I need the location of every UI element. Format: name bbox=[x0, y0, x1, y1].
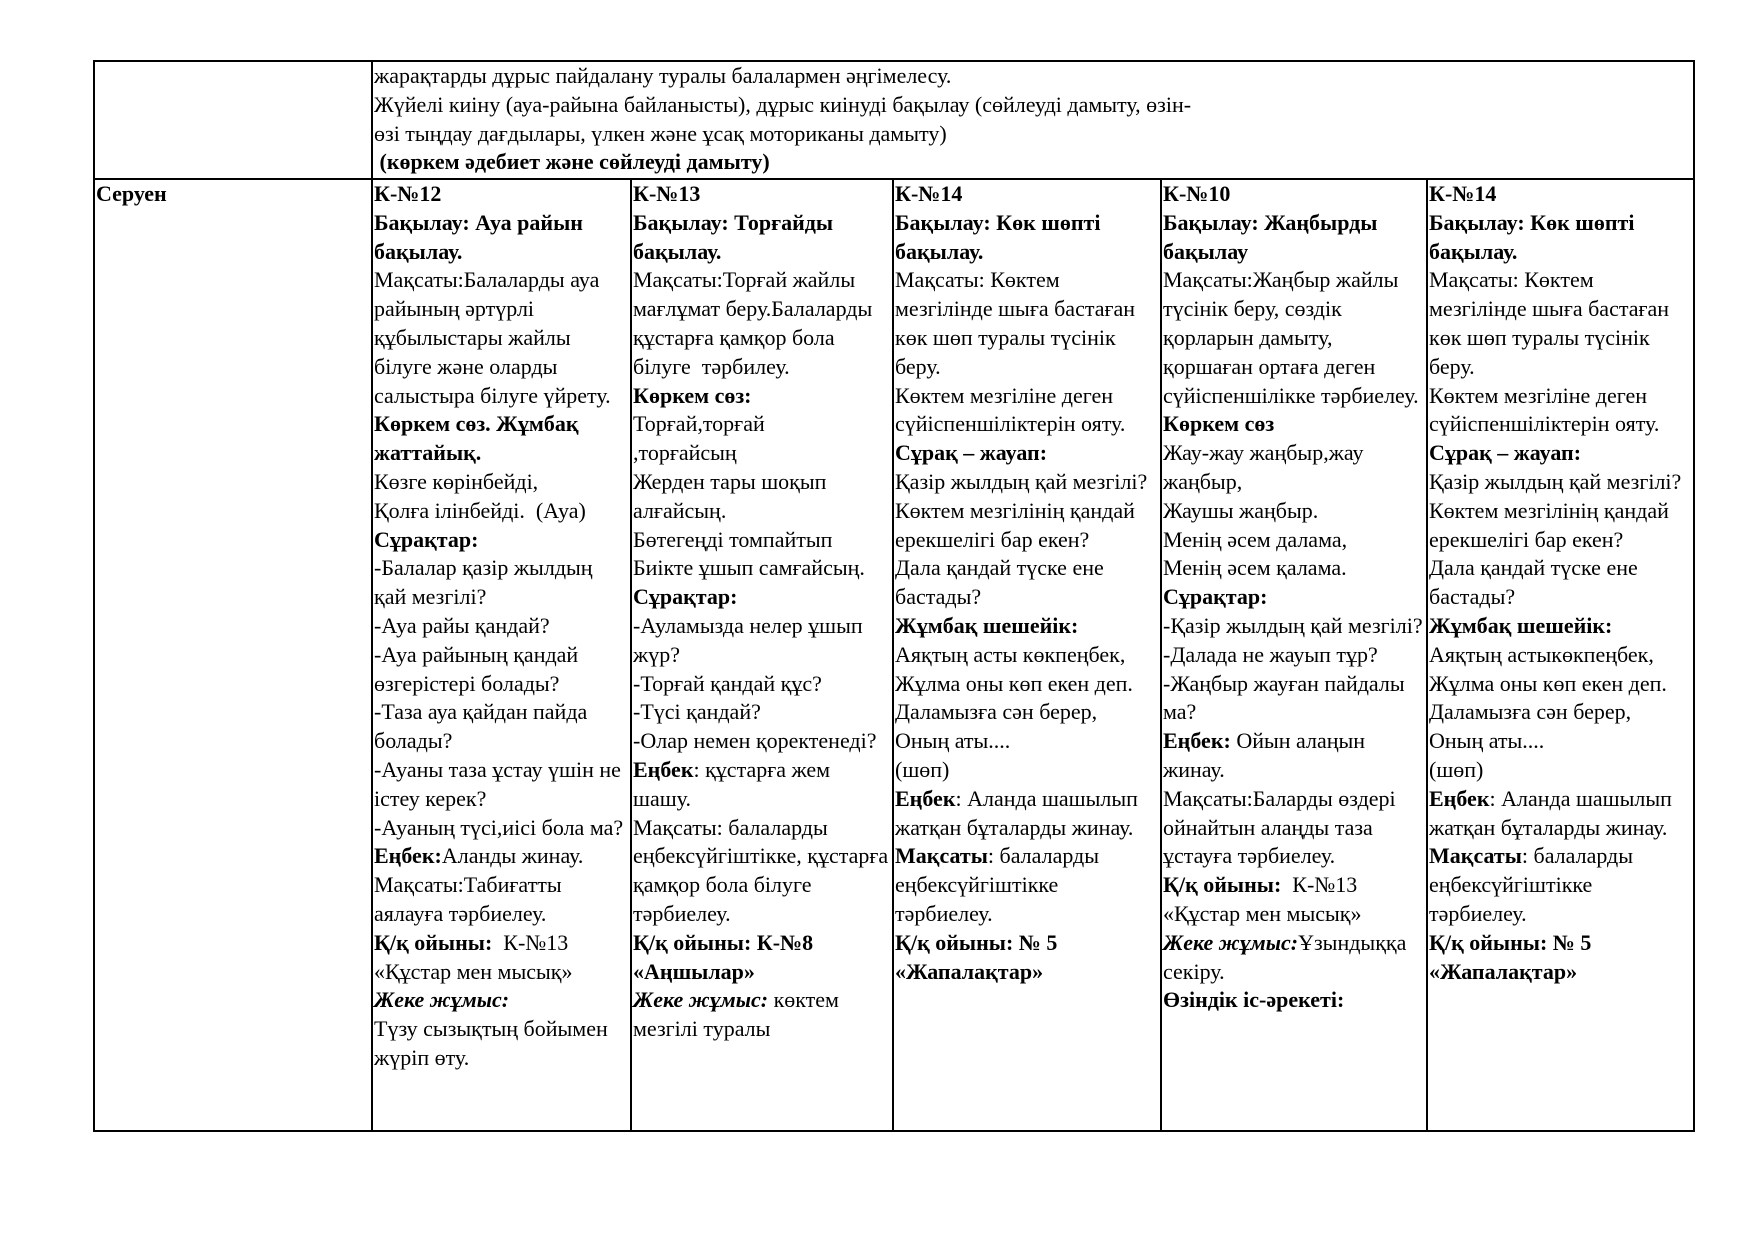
walk-column-line: Мақсаты: Көктем мезгілінде шыға бастаған көк шөп туралы түсінік беру. bbox=[1429, 267, 1675, 379]
walk-column-line: Жұлма оны көп екен деп. bbox=[895, 670, 1133, 696]
walk-column-text-run: Еңбек bbox=[633, 756, 694, 782]
lesson-plan-table bbox=[93, 60, 1695, 1132]
walk-column-line: Жұлма оны көп екен деп. bbox=[1429, 670, 1667, 696]
walk-column-line: -Ауа райының қандай өзгерістері болады? bbox=[374, 641, 584, 696]
walk-column-line: (шөп) bbox=[1429, 756, 1484, 782]
walk-column-line: -Ауаны таза ұстау үшін не істеу керек? bbox=[374, 756, 627, 811]
walk-column-line: Қ/қ ойыны: № 5 bbox=[895, 929, 1058, 955]
walk-column-line: Менің әсем далама, bbox=[1163, 526, 1348, 552]
walk-column-line: «Құстар мен мысық» bbox=[1163, 900, 1362, 926]
walk-column-line: Бақылау: Көк шөпті бақылау. bbox=[1429, 209, 1640, 264]
walk-column bbox=[372, 179, 631, 1131]
walk-column-line: Бақылау: Ауа райын бақылау. bbox=[374, 209, 589, 264]
walk-column-line: -Ауламызда нелер ұшып жүр? bbox=[633, 612, 869, 667]
walk-column-line bbox=[895, 785, 1160, 843]
walk-column bbox=[631, 179, 893, 1131]
walk-column-line: -Далада не жауып тұр? bbox=[1163, 641, 1378, 667]
walk-column-text-run: Қ/қ ойыны: bbox=[1163, 872, 1282, 898]
walk-column-line: Көктем мезгіліне деген сүйіспеншіліктерін ояту. bbox=[1429, 382, 1660, 437]
walk-column-text-run: Жеке жұмыс: bbox=[633, 987, 769, 1013]
walk-column bbox=[1161, 179, 1427, 1131]
walk-column-line: Көктем мезгілінің қандай ерекшелігі бар екен? bbox=[1429, 497, 1675, 552]
walk-column-line: Қ/қ ойыны: № 5 bbox=[1429, 929, 1592, 955]
walk-column-line: Көркем сөз: bbox=[633, 382, 752, 408]
walk-column-line: Бақылау: Жаңбырды бақылау bbox=[1163, 209, 1383, 264]
walk-column-text-run: Еңбек: bbox=[1163, 728, 1231, 754]
walk-column-line: Аяқтың асты көкпеңбек, bbox=[895, 641, 1126, 667]
walk-column-line: -Жаңбыр жауған пайдалы ма? bbox=[1163, 670, 1411, 725]
walk-column-line: Көркем сөз bbox=[1163, 411, 1275, 437]
walk-column-text-run: К-№13 bbox=[1281, 872, 1358, 898]
walk-column-line: -Балалар қазір жылдың қай мезгілі? bbox=[374, 555, 599, 610]
walk-column-line: Дала қандай түске ене бастады? bbox=[1429, 555, 1644, 610]
walk-column-line bbox=[374, 842, 630, 871]
walk-column-text-run: Еңбек: bbox=[374, 843, 442, 869]
top-row bbox=[94, 61, 1694, 179]
walk-column-line: Сұрақ – жауап: bbox=[1429, 440, 1582, 466]
walk-column-line: Жерден тары шоқып алғайсың. bbox=[633, 468, 832, 523]
walk-column-line: Көркем сөз. Жұмбақ жаттайық. bbox=[374, 411, 585, 466]
walk-column-line: Қазір жылдың қай мезгілі? bbox=[1429, 468, 1682, 494]
walk-column-line: Менің әсем қалама. bbox=[1163, 555, 1347, 581]
walk-column-text-run: К-№13 bbox=[492, 929, 569, 955]
walk-column-line: Көзге көрінбейді, bbox=[374, 468, 539, 494]
walk-column-line: Қолға ілінбейді. (Ауа) bbox=[374, 497, 586, 523]
walk-column-text-run: Еңбек bbox=[1429, 785, 1490, 811]
walk-row-label-cell bbox=[94, 179, 372, 1131]
top-row-content-cell bbox=[372, 61, 1694, 179]
walk-column-line: Мақсаты:Табиғатты аялауға тәрбиелеу. bbox=[374, 872, 568, 926]
walk-column-line bbox=[895, 842, 1160, 928]
walk-column-line: Жаушы жаңбыр. bbox=[1163, 497, 1319, 523]
walk-row bbox=[94, 179, 1694, 1131]
walk-column-line: Қ/қ ойыны: К-№8 bbox=[633, 929, 814, 955]
walk-column-line bbox=[1163, 929, 1426, 987]
walk-column-line: Қазір жылдың қай мезгілі? bbox=[895, 468, 1148, 494]
walk-column-text-run: : балаларды еңбексүйгіштікке тәрбиелеу. bbox=[1429, 843, 1639, 926]
walk-column-text-run: Жеке жұмыс: bbox=[1163, 929, 1299, 955]
walk-column-line: Даламызға сән берер, bbox=[1429, 699, 1632, 725]
walk-column-line: Өзіндік іс-әрекеті: bbox=[1163, 987, 1345, 1013]
walk-column-line: (шөп) bbox=[895, 756, 950, 782]
walk-column-text-run: : құстарға жем шашу. bbox=[633, 756, 836, 811]
walk-column bbox=[893, 179, 1161, 1131]
walk-column-line: Дала қандай түске ене бастады? bbox=[895, 555, 1110, 610]
walk-column-line: Жеке жұмыс: bbox=[374, 987, 510, 1013]
walk-column-line: Мақсаты:Баларды өздері ойнайтын алаңды таза ұстауға тәрбиелеу. bbox=[1163, 785, 1402, 869]
walk-column-line: Бөтегеңді томпайтып bbox=[633, 526, 833, 552]
walk-column-text-run: Аланды жинау. bbox=[441, 843, 584, 869]
walk-column-line: Мақсаты:Торғай жайлы мағлұмат беру.Балаларды құстарға қамқор бола білуге тәрбилеу. bbox=[633, 267, 878, 379]
walk-column-line bbox=[633, 756, 892, 814]
walk-column-line: -Таза ауа қайдан пайда болады? bbox=[374, 699, 593, 754]
walk-column-line bbox=[1163, 871, 1426, 900]
top-row-line: (көркем әдебиет және сөйлеуді дамыту) bbox=[374, 149, 770, 175]
walk-column bbox=[1427, 179, 1694, 1131]
walk-column-line bbox=[374, 929, 630, 958]
walk-row-label: Серуен bbox=[96, 181, 167, 206]
walk-column-line bbox=[1163, 727, 1426, 785]
walk-column-text-run: Қ/қ ойыны: bbox=[374, 929, 493, 955]
walk-column-line: Түзу сызықтың бойымен жүріп өту. bbox=[374, 1016, 614, 1070]
walk-column-line: Торғай,торғай bbox=[633, 411, 765, 437]
walk-column-line: «Жапалақтар» bbox=[1429, 958, 1578, 984]
walk-column-text-run: Еңбек bbox=[895, 785, 956, 811]
walk-column-line: Жау-жау жаңбыр,жау жаңбыр, bbox=[1163, 440, 1370, 494]
walk-column-line: Көктем мезгіліне деген сүйіспеншіліктерін ояту. bbox=[895, 382, 1126, 437]
walk-column-text-run: : балаларды еңбексүйгіштікке тәрбиелеу. bbox=[895, 843, 1105, 926]
walk-column-line bbox=[1429, 842, 1693, 928]
walk-column-line: Аяқтың астыкөкпеңбек, bbox=[1429, 641, 1654, 667]
walk-column-line: Биікте ұшып самғайсың. bbox=[633, 555, 865, 581]
walk-column-text-run: Мақсаты bbox=[895, 843, 988, 869]
walk-column-line: Жұмбақ шешейік: bbox=[895, 612, 1079, 638]
walk-column-line: Жұмбақ шешейік: bbox=[1429, 612, 1613, 638]
walk-column-line: К-№10 bbox=[1163, 181, 1231, 206]
walk-column-line: -Ауаның түсі,иісі бола ма? bbox=[374, 814, 624, 840]
walk-column-text-run: : Аланда шашылып жатқан бұталарды жинау. bbox=[895, 785, 1144, 840]
walk-column-line: «Аңшылар» bbox=[633, 958, 755, 984]
walk-column-line: Мақсаты:Жаңбыр жайлы түсінік беру, сөздік қорларын дамыту, қоршаған ортаға деген сүйіспеншілікке тәрбиелеу. bbox=[1163, 267, 1419, 408]
walk-column-text-run: Ойын алаңын жинау. bbox=[1163, 728, 1371, 782]
walk-column-line: -Торғай қандай құс? bbox=[633, 670, 822, 696]
walk-column-line: Сұрақтар: bbox=[633, 584, 738, 610]
top-row-label-cell bbox=[94, 61, 372, 179]
walk-column-line: Мақсаты: Көктем мезгілінде шыға бастаған көк шөп туралы түсінік беру. bbox=[895, 267, 1141, 379]
walk-column-line: -Олар немен қоректенеді? bbox=[633, 728, 877, 754]
walk-column-line: К-№14 bbox=[895, 181, 963, 206]
walk-column-line: Мақсаты:Балаларды ауа райының әртүрлі құбылыстары жайлы білуге және оларды салыстыра білуге үйрету. bbox=[374, 267, 611, 408]
walk-column-line: «Жапалақтар» bbox=[895, 958, 1044, 984]
walk-column-line: К-№13 bbox=[633, 181, 701, 206]
walk-column-text-run: көктем мезгілі туралы bbox=[633, 987, 845, 1042]
walk-column-line: Сұрақтар: bbox=[1163, 584, 1268, 610]
walk-column-line: -Түсі қандай? bbox=[633, 699, 761, 725]
walk-column-line bbox=[1429, 785, 1693, 843]
walk-column-line: ,торғайсың bbox=[633, 440, 737, 466]
walk-column-text-run: : Аланда шашылып жатқан бұталарды жинау. bbox=[1429, 785, 1678, 840]
walk-column-line: Бақылау: Көк шөпті бақылау. bbox=[895, 209, 1106, 264]
top-row-line: өзі тыңдау дағдылары, үлкен және ұсақ моториканы дамыту) bbox=[374, 120, 947, 146]
walk-column-line: -Қазір жылдың қай мезгілі? bbox=[1163, 612, 1423, 638]
walk-column-line: Оның аты.... bbox=[1429, 728, 1545, 754]
walk-column-line: Көктем мезгілінің қандай ерекшелігі бар екен? bbox=[895, 497, 1141, 552]
walk-column-line: К-№14 bbox=[1429, 181, 1497, 206]
walk-column-line: Мақсаты: балаларды еңбексүйгіштікке, құстарға қамқор бола білуге тәрбиелеу. bbox=[633, 814, 894, 926]
walk-column-text-run: Ұзындыққа секіру. bbox=[1163, 929, 1412, 984]
walk-column-line: -Ауа райы қандай? bbox=[374, 612, 550, 638]
walk-column-line: Оның аты.... bbox=[895, 728, 1011, 754]
walk-column-line: Бақылау: Торғайды бақылау. bbox=[633, 209, 839, 264]
walk-column-line: Сұрақ – жауап: bbox=[895, 440, 1048, 466]
top-row-line: Жүйелі киіну (ауа-райына байланысты), дұрыс киінуді бақылау (сөйлеуді дамыту, өзін- bbox=[374, 91, 1192, 117]
walk-column-text-run: Мақсаты bbox=[1429, 843, 1522, 869]
walk-column-line: Даламызға сән берер, bbox=[895, 699, 1098, 725]
top-row-line: жарақтарды дұрыс пайдалану туралы балалармен әңгімелесу. bbox=[374, 63, 952, 88]
walk-column-line bbox=[633, 986, 892, 1044]
walk-column-line: Сұрақтар: bbox=[374, 526, 479, 552]
walk-column-line: «Құстар мен мысық» bbox=[374, 958, 573, 984]
walk-column-line: К-№12 bbox=[374, 181, 442, 206]
